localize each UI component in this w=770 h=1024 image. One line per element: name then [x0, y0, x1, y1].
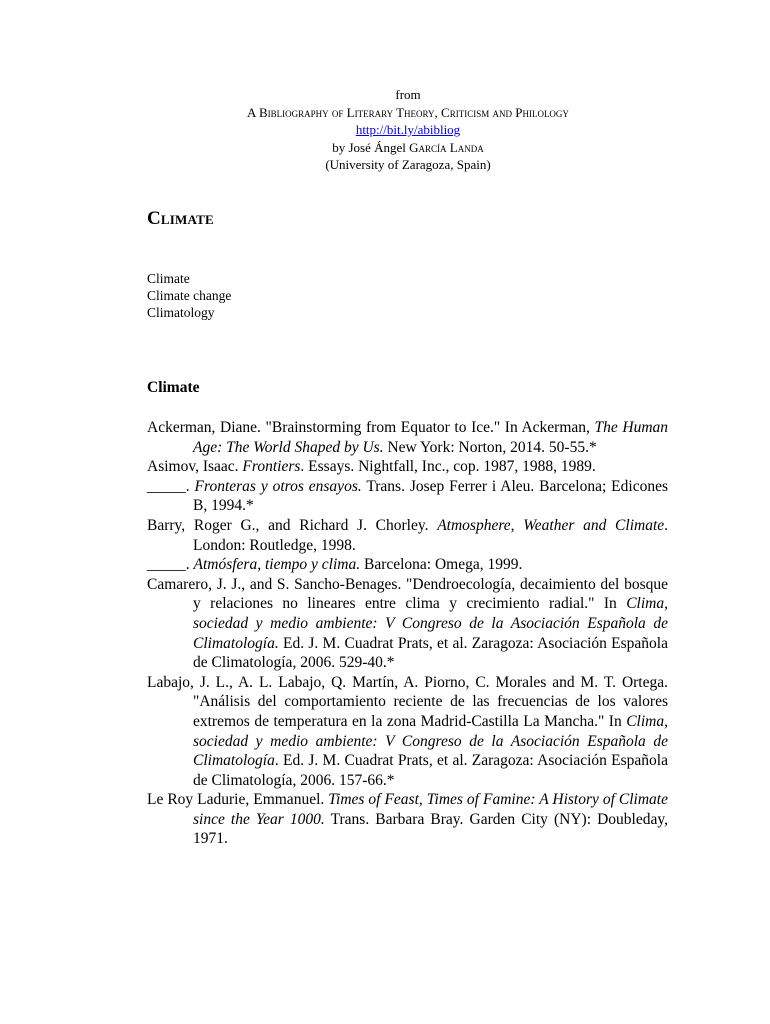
entry-author: Ackerman, Diane.: [147, 419, 261, 436]
bibliography-entries: [147, 418, 668, 849]
affiliation: (University of Zaragoza, Spain): [325, 157, 491, 172]
topic-item: Climate: [147, 271, 190, 286]
entry-text: Trans. Josep Ferrer i Aleu. Barcelona; Edicones B, 1994.*: [193, 477, 668, 515]
bibliography-entry: [147, 673, 668, 791]
entry-text: . Ed. J. M. Cuadrat Prats, et al. Zaragoza: Asociación Española de Climatología, 2006. 157-66.*: [193, 752, 668, 789]
author-surname: García Landa: [409, 139, 484, 155]
entry-title: Atmósfera, tiempo y clima.: [193, 556, 361, 574]
entry-author: Labajo, J. L., A. L. Labajo, Q. Martín, A. Piorno, C. Morales and M. T. Ortega.: [147, 673, 668, 691]
entry-text: . London: Routledge, 1998.: [193, 516, 669, 554]
page-title: Climate: [147, 208, 214, 229]
entry-title: The Human Age: The World Shaped by Us.: [193, 419, 669, 456]
bibliography-header: [0, 86, 770, 174]
entry-author: Barry, Roger G., and Richard J. Chorley.: [147, 516, 429, 534]
section-title: Climate: [147, 379, 200, 396]
entry-author: Asimov, Isaac.: [147, 458, 239, 476]
bibliography-entry: [147, 457, 668, 477]
topic-item: Climate change: [147, 288, 232, 303]
bibliography-title: A Bibliography of Literary Theory, Criticism and Philology: [247, 104, 569, 120]
entry-text: "Análisis del comportamiento reciente de las frecuencias de los valores extremos de temperatura en la zona Madrid-Castilla La Mancha." In: [193, 693, 668, 730]
entry-text: New York: Norton, 2014. 50-55.*: [383, 438, 597, 456]
entry-title: Frontiers: [242, 458, 301, 476]
entry-title: Times of Feast, Times of Famine: A History of Climate since the Year 1000.: [193, 791, 668, 828]
entry-author: Le Roy Ladurie, Emmanuel.: [147, 791, 325, 809]
entry-text: [428, 517, 437, 534]
topic-list: [147, 270, 231, 321]
entry-author: _____.: [147, 556, 190, 574]
entry-title: Clima, sociedad y medio ambiente: V Congreso de la Asociación Española de Climatología.: [193, 595, 668, 652]
entry-title: Clima, sociedad y medio ambiente: V Congreso de la Asociación Española de Climatología: [193, 712, 668, 770]
topic-item: Climatology: [147, 305, 215, 320]
entry-text: "Brainstorming from Equator to Ice." In Ackerman,: [260, 419, 595, 436]
entry-author: Camarero, J. J., and S. Sancho-Benages.: [147, 575, 402, 593]
author-line: [0, 139, 770, 157]
entry-text: "Dendroecología, decaimiento del bosque y relaciones no lineares entre clima y crecimiento radial." In: [193, 575, 668, 613]
entry-title: Atmosphere, Weather and Climate: [437, 516, 665, 534]
author-prefix: by José Ángel: [332, 139, 406, 155]
bibliography-entry: [147, 575, 668, 673]
bibliography-entry: [147, 477, 668, 516]
entry-text: Trans. Barbara Bray. Garden City (NY): Doubleday, 1971.: [193, 810, 668, 848]
bibliography-entry: [147, 790, 668, 849]
entry-author: _____.: [147, 477, 190, 495]
bibliography-link[interactable]: http://bit.ly/abibliog: [355, 122, 461, 137]
bibliography-entry: [147, 516, 668, 555]
entry-title: Fronteras y otros ensayos.: [194, 477, 362, 495]
bibliography-entry: [147, 418, 668, 457]
entry-text: . Essays. Nightfall, Inc., cop. 1987, 1988, 1989.: [300, 458, 596, 476]
bibliography-entry: [147, 555, 668, 575]
from-label: from: [395, 87, 421, 102]
entry-text: Barcelona: Omega, 1999.: [360, 556, 523, 574]
entry-text: Ed. J. M. Cuadrat Prats, et al. Zaragoza: Asociación Española de Climatología, 2006. 529-40.*: [193, 634, 668, 672]
